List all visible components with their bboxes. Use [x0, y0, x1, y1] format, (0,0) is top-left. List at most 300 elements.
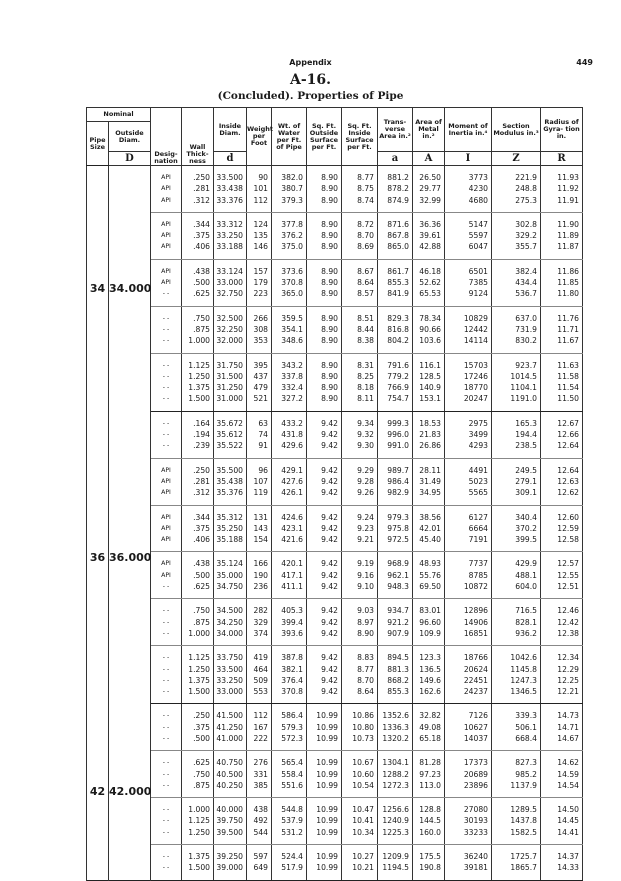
col-inside-diam: [214, 306, 247, 353]
moment-inertia-value: 12896: [463, 606, 488, 616]
wall-thickness-value: .194: [193, 430, 210, 440]
section-modulus-value: 279.1: [515, 476, 537, 486]
col-wall-thickness: [182, 306, 214, 353]
col-metal-area: [413, 646, 445, 704]
col-sq-ft-outside: [307, 306, 342, 353]
water-weight-value: 373.6: [281, 266, 303, 276]
col-water-weight: [272, 751, 307, 798]
wall-thickness-value: .375: [193, 231, 210, 241]
col-section-modulus: [492, 259, 541, 306]
metal-area-value: 31.49: [419, 476, 441, 486]
water-weight-value: 376.2: [281, 231, 303, 241]
inside-diam-value: 35.312: [216, 512, 243, 522]
weight-value: 124: [253, 219, 268, 229]
transverse-area-value: 766.9: [387, 383, 409, 393]
row-group: [87, 646, 583, 704]
moment-inertia-value: 10829: [463, 313, 488, 323]
radius-gyration-value: 12.58: [557, 535, 579, 545]
wall-thickness-value: .375: [193, 523, 210, 533]
col-sq-ft-inside: [342, 353, 378, 411]
inside-diam-value: 34.000: [216, 628, 243, 638]
inside-diam-value: 39.750: [216, 816, 243, 826]
transverse-area-value: 874.9: [387, 195, 409, 205]
water-weight-value: 348.6: [281, 336, 303, 346]
weight-value: 395: [253, 360, 268, 370]
water-weight-value: 544.8: [281, 805, 303, 815]
sq-ft-outside-value: 8.90: [321, 184, 338, 194]
water-weight-value: 370.8: [281, 278, 303, 288]
designation-value: API: [161, 267, 171, 275]
transverse-area-value: 829.3: [387, 313, 409, 323]
symbol-A: A: [413, 152, 445, 166]
section-modulus-value: 355.7: [515, 242, 537, 252]
col-metal-area: [413, 599, 445, 646]
wall-thickness-value: 1.375: [188, 675, 210, 685]
inside-diam-value: 35.250: [216, 523, 243, 533]
col-radius-gyration: [541, 306, 583, 353]
col-sq-ft-outside: [307, 552, 342, 599]
wall-thickness-value: 1.500: [188, 863, 210, 873]
designation-value: API: [161, 571, 171, 579]
moment-inertia-value: 14114: [463, 336, 488, 346]
weight-value: 190: [253, 570, 268, 580]
inside-diam-value: 35.500: [216, 465, 243, 475]
water-weight-value: 427.6: [281, 476, 303, 486]
designation-value: API: [161, 174, 171, 181]
col-sq-ft-inside: [342, 704, 378, 751]
weight-value: 553: [253, 687, 268, 697]
metal-area-value: 28.11: [419, 465, 441, 475]
col-section-modulus: [492, 411, 541, 458]
sq-ft-inside-value: 8.69: [357, 242, 374, 252]
inside-diam-value: 40.750: [216, 758, 243, 768]
sq-ft-outside-value: 8.90: [321, 313, 338, 323]
sq-ft-outside-value: 9.42: [321, 687, 338, 697]
transverse-area-value: 968.9: [387, 559, 409, 569]
weight-value: 479: [253, 383, 268, 393]
col-sq-ft-inside: [342, 505, 378, 552]
water-weight-value: 426.1: [281, 488, 303, 498]
col-water-weight: [272, 599, 307, 646]
col-metal-area: [413, 458, 445, 505]
section-modulus-value: 340.4: [515, 512, 537, 522]
sq-ft-inside-value: 8.31: [357, 360, 374, 370]
section-modulus-value: 1191.0: [510, 394, 537, 404]
row-group: [87, 552, 583, 599]
wall-thickness-value: 1.375: [188, 852, 210, 862]
wall-thickness-value: 1.000: [188, 628, 210, 638]
section-modulus-value: 1725.7: [510, 852, 537, 862]
metal-area-value: 96.60: [419, 617, 441, 627]
inside-diam-value: 31.750: [216, 360, 243, 370]
water-weight-value: 423.1: [281, 523, 303, 533]
symbol-I: I: [445, 152, 492, 166]
water-weight-value: 387.8: [281, 653, 303, 663]
col-weight: [247, 212, 272, 259]
inside-diam-value: 33.000: [216, 687, 243, 697]
sq-ft-outside-value: 9.42: [321, 430, 338, 440]
inside-diam-value: 33.500: [216, 664, 243, 674]
inside-diam-value: 35.672: [216, 418, 243, 428]
wall-thickness-value: .239: [193, 441, 210, 451]
moment-inertia-value: 12442: [463, 324, 488, 334]
col-sq-ft-inside: [342, 306, 378, 353]
col-designation: [151, 411, 182, 458]
sq-ft-inside-value: 8.64: [357, 278, 374, 288]
sq-ft-outside-value: 9.42: [321, 465, 338, 475]
col-section-modulus: [492, 845, 541, 881]
row-group: [87, 353, 583, 411]
col-radius-gyration: [541, 646, 583, 704]
sq-ft-inside-value: 8.70: [357, 231, 374, 241]
water-weight-value: 572.3: [281, 733, 303, 743]
sq-ft-inside-value: 9.34: [357, 418, 374, 428]
col-sq-ft-outside: [307, 646, 342, 704]
col-inside-diam: [214, 704, 247, 751]
transverse-area-value: 999.3: [387, 418, 409, 428]
wall-thickness-value: .344: [193, 219, 210, 229]
col-section-modulus: [492, 646, 541, 704]
col-wall-thickness: [182, 751, 214, 798]
section-modulus-value: 1865.7: [510, 863, 537, 873]
water-weight-value: 405.3: [281, 606, 303, 616]
water-weight-value: 337.8: [281, 371, 303, 381]
metal-area-value: 55.76: [419, 570, 441, 580]
sq-ft-outside-value: 8.90: [321, 360, 338, 370]
moment-inertia-value: 4293: [468, 441, 488, 451]
moment-inertia-value: 36240: [463, 852, 488, 862]
wall-thickness-value: .406: [193, 242, 210, 252]
transverse-area-value: 948.3: [387, 582, 409, 592]
header-radius-gyration: Radius of Gyra- tion in.: [541, 108, 583, 152]
transverse-area-value: 1320.2: [382, 733, 409, 743]
water-weight-value: 376.4: [281, 675, 303, 685]
section-modulus-value: 637.0: [515, 313, 537, 323]
weight-value: 419: [253, 653, 268, 663]
col-weight: [247, 458, 272, 505]
col-metal-area: [413, 212, 445, 259]
inside-diam-value: 41.500: [216, 711, 243, 721]
sq-ft-inside-value: 8.64: [357, 687, 374, 697]
col-inside-diam: [214, 552, 247, 599]
moment-inertia-value: 17373: [463, 758, 488, 768]
water-weight-value: 431.8: [281, 430, 303, 440]
transverse-area-value: 779.2: [387, 371, 409, 381]
weight-value: 509: [253, 675, 268, 685]
radius-gyration-value: 11.92: [557, 184, 579, 194]
symbol-a: a: [378, 152, 413, 166]
metal-area-value: 144.5: [419, 816, 441, 826]
col-weight: [247, 505, 272, 552]
transverse-area-value: 841.9: [387, 289, 409, 299]
col-section-modulus: [492, 704, 541, 751]
section-modulus-value: 985.2: [515, 769, 537, 779]
section-modulus-value: 399.5: [515, 535, 537, 545]
transverse-area-value: 804.2: [387, 336, 409, 346]
radius-gyration-value: 12.63: [557, 476, 579, 486]
col-weight: [247, 704, 272, 751]
metal-area-value: 153.1: [419, 394, 441, 404]
wall-thickness-value: .344: [193, 512, 210, 522]
sq-ft-inside-value: 9.24: [357, 512, 374, 522]
weight-value: 464: [253, 664, 268, 674]
wall-thickness-value: .312: [193, 195, 210, 205]
designation-value: - -: [162, 806, 170, 814]
inside-diam-value: 34.750: [216, 582, 243, 592]
metal-area-value: 49.08: [419, 722, 441, 732]
radius-gyration-value: 14.33: [557, 863, 579, 873]
sq-ft-inside-value: 9.28: [357, 476, 374, 486]
weight-value: 90: [258, 173, 268, 182]
sq-ft-outside-value: 8.90: [321, 336, 338, 346]
col-sq-ft-outside: [307, 259, 342, 306]
inside-diam-value: 33.188: [216, 242, 243, 252]
moment-inertia-value: 33233: [463, 827, 488, 837]
inside-diam-value: 33.750: [216, 653, 243, 663]
col-designation: [151, 259, 182, 306]
water-weight-value: 359.5: [281, 313, 303, 323]
section-modulus-value: 238.5: [515, 441, 537, 451]
weight-value: 157: [253, 266, 268, 276]
designation-value: API: [161, 466, 171, 474]
col-metal-area: [413, 798, 445, 845]
pipe-properties-table: [86, 107, 583, 881]
weight-value: 329: [253, 617, 268, 627]
radius-gyration-value: 12.55: [557, 570, 579, 580]
col-sq-ft-inside: [342, 798, 378, 845]
moment-inertia-value: 17246: [463, 371, 488, 381]
sq-ft-outside-value: 8.90: [321, 242, 338, 252]
weight-value: 146: [253, 242, 268, 252]
col-transverse-area: [378, 411, 413, 458]
metal-area-value: 65.53: [419, 289, 441, 299]
inside-diam-value: 35.188: [216, 535, 243, 545]
designation-value: - -: [162, 325, 170, 333]
weight-value: 308: [253, 324, 268, 334]
sq-ft-inside-value: 9.21: [357, 535, 374, 545]
radius-gyration-value: 12.66: [557, 430, 579, 440]
col-designation: [151, 599, 182, 646]
moment-inertia-value: 18766: [463, 653, 488, 663]
section-modulus-value: 309.1: [515, 488, 537, 498]
section-modulus-value: 165.3: [515, 418, 537, 428]
metal-area-value: 32.99: [419, 195, 441, 205]
water-weight-value: 531.2: [281, 827, 303, 837]
water-weight-value: 354.1: [281, 324, 303, 334]
section-modulus-value: 488.1: [515, 570, 537, 580]
col-inside-diam: [214, 599, 247, 646]
metal-area-value: 69.50: [419, 582, 441, 592]
col-moment-inertia: [445, 166, 492, 213]
water-weight-value: 380.7: [281, 184, 303, 194]
water-weight-value: 517.9: [281, 863, 303, 873]
sq-ft-inside-value: 9.16: [357, 570, 374, 580]
radius-gyration-value: 14.71: [557, 722, 579, 732]
sq-ft-outside-value: 10.99: [316, 852, 338, 862]
section-modulus-value: 370.2: [515, 523, 537, 533]
moment-inertia-value: 4230: [468, 184, 488, 194]
header-transverse-area: Trans- verse Area in.²: [378, 108, 413, 152]
designation-value: - -: [162, 314, 170, 322]
col-radius-gyration: [541, 751, 583, 798]
col-moment-inertia: [445, 646, 492, 704]
moment-inertia-value: 5147: [468, 219, 488, 229]
wall-thickness-value: 1.000: [188, 336, 210, 346]
col-water-weight: [272, 166, 307, 213]
col-radius-gyration: [541, 552, 583, 599]
section-modulus-value: 382.4: [515, 266, 537, 276]
sq-ft-outside-value: 9.42: [321, 664, 338, 674]
inside-diam-value: 39.250: [216, 852, 243, 862]
wall-thickness-value: .625: [193, 582, 210, 592]
wall-thickness-value: .875: [193, 780, 210, 790]
outside-diameter: 34.000: [109, 166, 151, 412]
weight-value: 385: [253, 780, 268, 790]
section-modulus-value: 429.9: [515, 559, 537, 569]
designation-value: - -: [162, 734, 170, 742]
wall-thickness-value: 1.375: [188, 383, 210, 393]
moment-inertia-value: 5597: [468, 231, 488, 241]
radius-gyration-value: 12.64: [557, 441, 579, 451]
symbol-D: D: [109, 152, 151, 166]
col-wall-thickness: [182, 552, 214, 599]
sq-ft-inside-value: 8.25: [357, 371, 374, 381]
col-water-weight: [272, 212, 307, 259]
moment-inertia-value: 5023: [468, 476, 488, 486]
col-inside-diam: [214, 259, 247, 306]
wall-thickness-value: .500: [193, 278, 210, 288]
col-radius-gyration: [541, 599, 583, 646]
sq-ft-outside-value: 9.42: [321, 582, 338, 592]
moment-inertia-value: 7191: [468, 535, 488, 545]
col-sq-ft-inside: [342, 259, 378, 306]
metal-area-value: 162.6: [419, 687, 441, 697]
inside-diam-value: 35.612: [216, 430, 243, 440]
weight-value: 438: [253, 805, 268, 815]
designation-value: - -: [162, 395, 170, 403]
sq-ft-inside-value: 10.80: [352, 722, 374, 732]
wall-thickness-value: .875: [193, 324, 210, 334]
transverse-area-value: 881.2: [387, 173, 409, 182]
col-water-weight: [272, 505, 307, 552]
col-inside-diam: [214, 411, 247, 458]
col-moment-inertia: [445, 353, 492, 411]
col-transverse-area: [378, 751, 413, 798]
col-weight: [247, 259, 272, 306]
water-weight-value: 586.4: [281, 711, 303, 721]
sq-ft-inside-value: 10.41: [352, 816, 374, 826]
col-radius-gyration: [541, 353, 583, 411]
sq-ft-outside-value: 9.42: [321, 628, 338, 638]
col-weight: [247, 552, 272, 599]
sq-ft-inside-value: 10.60: [352, 769, 374, 779]
moment-inertia-value: 16851: [463, 628, 488, 638]
col-sq-ft-outside: [307, 411, 342, 458]
inside-diam-value: 33.438: [216, 184, 243, 194]
section-modulus-value: 249.5: [515, 465, 537, 475]
section-modulus-value: 1346.5: [510, 687, 537, 697]
moment-inertia-value: 23896: [463, 780, 488, 790]
inside-diam-value: 31.000: [216, 394, 243, 404]
col-sq-ft-inside: [342, 411, 378, 458]
wall-thickness-value: 1.000: [188, 805, 210, 815]
sq-ft-outside-value: 9.42: [321, 488, 338, 498]
radius-gyration-value: 11.50: [557, 394, 579, 404]
metal-area-value: 18.53: [419, 418, 441, 428]
sq-ft-inside-value: 10.67: [352, 758, 374, 768]
col-weight: [247, 411, 272, 458]
col-transverse-area: [378, 212, 413, 259]
designation-value: - -: [162, 583, 170, 591]
sq-ft-outside-value: 10.99: [316, 816, 338, 826]
metal-area-value: 21.83: [419, 430, 441, 440]
transverse-area-value: 1272.3: [382, 780, 409, 790]
moment-inertia-value: 14906: [463, 617, 488, 627]
transverse-area-value: 907.9: [387, 628, 409, 638]
transverse-area-value: 975.8: [387, 523, 409, 533]
sq-ft-outside-value: 9.42: [321, 418, 338, 428]
sq-ft-inside-value: 10.54: [352, 780, 374, 790]
radius-gyration-value: 14.67: [557, 733, 579, 743]
symbol-R: R: [541, 152, 583, 166]
section-modulus-value: 1137.9: [510, 780, 537, 790]
transverse-area-value: 865.0: [387, 242, 409, 252]
sq-ft-inside-value: 9.23: [357, 523, 374, 533]
water-weight-value: 579.3: [281, 722, 303, 732]
wall-thickness-value: .500: [193, 570, 210, 580]
weight-value: 331: [253, 769, 268, 779]
sq-ft-outside-value: 8.90: [321, 278, 338, 288]
radius-gyration-value: 12.21: [557, 687, 579, 697]
sq-ft-inside-value: 9.29: [357, 465, 374, 475]
col-water-weight: [272, 552, 307, 599]
sq-ft-outside-value: 8.90: [321, 173, 338, 182]
sq-ft-inside-value: 8.97: [357, 617, 374, 627]
col-weight: [247, 751, 272, 798]
sq-ft-inside-value: 10.73: [352, 733, 374, 743]
wall-thickness-value: .375: [193, 722, 210, 732]
col-section-modulus: [492, 505, 541, 552]
sq-ft-outside-value: 9.42: [321, 476, 338, 486]
water-weight-value: 420.1: [281, 559, 303, 569]
col-radius-gyration: [541, 505, 583, 552]
moment-inertia-value: 3773: [468, 173, 488, 182]
weight-value: 276: [253, 758, 268, 768]
wall-thickness-value: .312: [193, 488, 210, 498]
wall-thickness-value: .250: [193, 173, 210, 182]
section-modulus-value: 1247.3: [510, 675, 537, 685]
radius-gyration-value: 11.76: [557, 313, 579, 323]
col-water-weight: [272, 353, 307, 411]
col-radius-gyration: [541, 411, 583, 458]
designation-value: - -: [162, 723, 170, 731]
wall-thickness-value: .625: [193, 289, 210, 299]
water-weight-value: 375.0: [281, 242, 303, 252]
section-modulus-value: 936.2: [515, 628, 537, 638]
col-transverse-area: [378, 505, 413, 552]
weight-value: 353: [253, 336, 268, 346]
inside-diam-value: 41.250: [216, 722, 243, 732]
water-weight-value: 370.8: [281, 687, 303, 697]
inside-diam-value: 41.000: [216, 733, 243, 743]
inside-diam-value: 33.250: [216, 231, 243, 241]
col-sq-ft-outside: [307, 212, 342, 259]
section-modulus-value: 830.2: [515, 336, 537, 346]
water-weight-value: 399.4: [281, 617, 303, 627]
sq-ft-inside-value: 8.51: [357, 313, 374, 323]
designation-value: - -: [162, 688, 170, 696]
col-inside-diam: [214, 845, 247, 881]
